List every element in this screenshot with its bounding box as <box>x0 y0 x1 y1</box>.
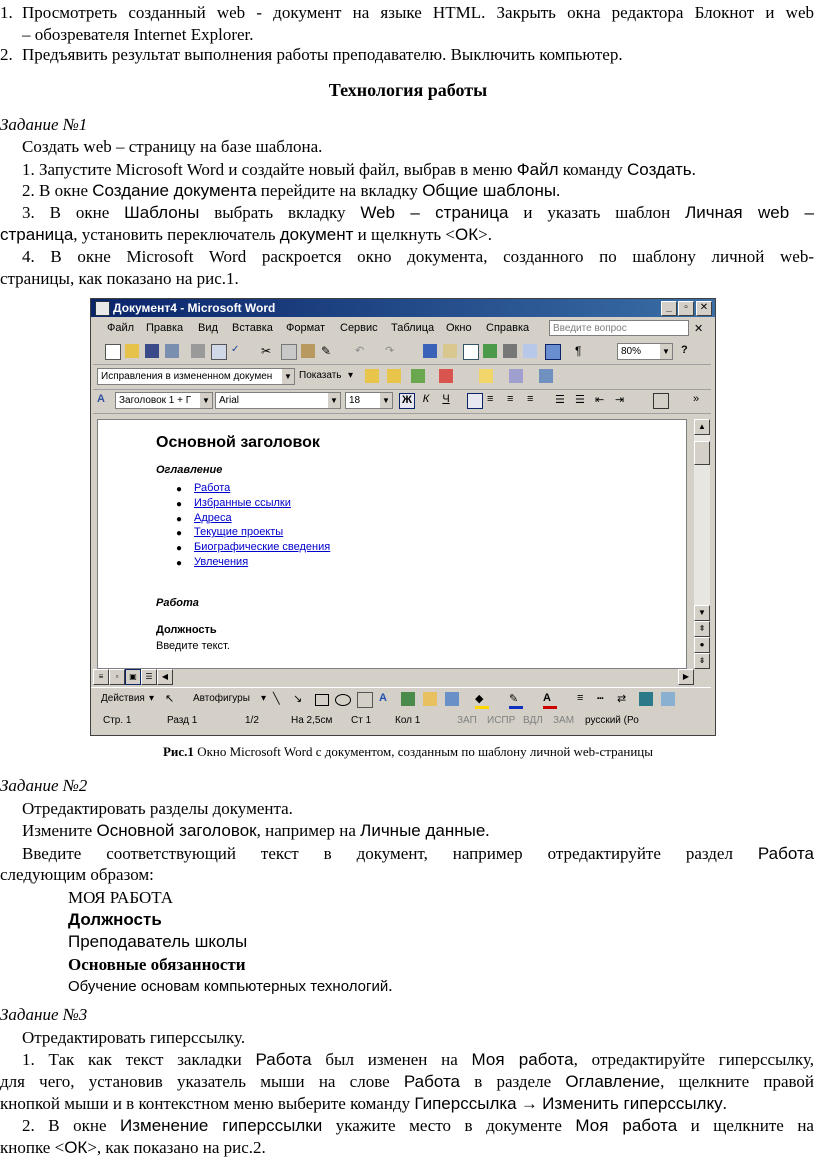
oval-icon[interactable] <box>335 694 351 706</box>
line-icon[interactable]: ╲ <box>273 693 280 705</box>
redo-icon[interactable]: ↷ <box>385 345 395 357</box>
bullet-icon: ● <box>176 484 183 495</box>
show-menu-button[interactable]: Показать <box>299 370 342 381</box>
fill-color-icon[interactable]: ◆ <box>475 692 489 709</box>
scroll-right-icon[interactable]: ▶ <box>678 669 694 685</box>
print-preview-icon[interactable] <box>211 344 227 360</box>
chevron-down-icon: ▼ <box>282 369 294 384</box>
chevron-down-icon: ▼ <box>200 393 212 408</box>
next-change-icon[interactable] <box>387 369 401 383</box>
arrow-icon[interactable]: ↘ <box>293 693 303 705</box>
ask-question-box[interactable]: Введите вопрос <box>549 320 689 336</box>
hyperlink-icon[interactable] <box>423 344 437 358</box>
menu-edit[interactable]: Правка <box>146 322 184 334</box>
chevron-down-icon[interactable]: ▾ <box>149 693 155 704</box>
document-area[interactable] <box>97 419 687 669</box>
doc-map-icon[interactable] <box>545 344 561 360</box>
bullet-icon: ● <box>176 514 183 525</box>
line-color-icon[interactable]: ✎ <box>509 692 523 709</box>
doc-section-work: Работа <box>156 597 199 609</box>
task1-step4-line2: страницы, как показано на рис.1. <box>0 269 239 288</box>
scroll-up-icon[interactable]: ▲ <box>694 419 710 435</box>
status-page: Стр. 1 <box>103 715 132 726</box>
maximize-button[interactable]: ▫ <box>678 301 694 316</box>
drawing-toolbar <box>91 687 711 710</box>
task1-step3-line1: 3. В окне Шаблоны выбрать вкладку Web – страница и указать шаблон Личная web – <box>22 203 814 222</box>
normal-view-icon[interactable]: ≡ <box>93 669 109 685</box>
status-overtype[interactable]: ЗАМ <box>553 715 575 726</box>
numbering-icon[interactable]: ☰ <box>555 394 565 406</box>
print-icon[interactable] <box>191 344 205 358</box>
menu-file[interactable]: Файл <box>107 322 135 334</box>
doc-position-label: Должность <box>156 624 217 636</box>
insert-picture-icon[interactable] <box>445 692 459 706</box>
line-style-icon[interactable]: ≡ <box>577 692 584 704</box>
save-icon[interactable] <box>145 344 159 358</box>
task2-title: Задание №2 <box>0 776 88 795</box>
next-page-icon[interactable]: ⇟ <box>694 653 710 669</box>
spelling-icon[interactable]: ✓ <box>231 344 240 355</box>
italic-button[interactable]: К <box>422 393 430 405</box>
font-color-icon[interactable]: A <box>543 692 557 709</box>
show-hide-icon[interactable]: ¶ <box>575 344 582 358</box>
sample-teacher: Преподаватель школы <box>68 932 248 951</box>
section-heading: Технология работы <box>328 80 488 100</box>
underline-button[interactable]: Ч <box>442 393 450 405</box>
vertical-scrollbar[interactable] <box>694 419 710 667</box>
doc-link-favorites[interactable]: Избранные ссылки <box>194 497 291 509</box>
task2-lead: Отредактировать разделы документа. <box>22 799 293 818</box>
format-painter-icon[interactable]: ✎ <box>321 344 332 358</box>
text-box-icon[interactable] <box>357 692 373 708</box>
word-window-screenshot <box>90 298 716 736</box>
sample-position: Должность <box>68 910 162 929</box>
chevron-down-icon: ▼ <box>328 393 340 408</box>
menu-help[interactable]: Справка <box>486 322 530 334</box>
menu-format[interactable]: Формат <box>286 322 326 334</box>
chevron-down-icon: ▼ <box>660 344 672 359</box>
intro-item-1-line1: Просмотреть созданный web - документ на языке HTML. Закрыть окна редактора Блокнот и web <box>22 3 814 22</box>
status-column: Кол 1 <box>395 715 421 726</box>
columns-icon[interactable] <box>503 344 517 358</box>
chevron-down-icon[interactable]: ▾ <box>261 693 267 704</box>
rectangle-icon[interactable] <box>315 694 329 706</box>
new-doc-icon[interactable] <box>105 344 121 360</box>
figure-caption: Рис.1 Окно Microsoft Word с документом, созданным по шаблону личной web-страницы <box>162 744 653 759</box>
drawing-icon[interactable] <box>523 344 537 358</box>
bullet-icon: ● <box>176 543 183 554</box>
shadow-icon[interactable] <box>639 692 653 706</box>
align-right-icon[interactable]: ≡ <box>507 393 514 405</box>
minimize-button[interactable]: _ <box>661 301 677 316</box>
status-track[interactable]: ИСПР <box>487 715 516 726</box>
task3-s2-line2: кнопке <ОК>, как показано на рис.2. <box>0 1138 266 1157</box>
previous-change-icon[interactable] <box>365 369 379 383</box>
task1-lead: Создать web – страницу на базе шаблона. <box>22 137 323 156</box>
scroll-left-icon[interactable]: ◀ <box>157 669 173 685</box>
task3-s1-line3: кнопкой мыши и в контекстном меню выберите команду Гиперссылка → Изменить гиперссылку. <box>0 1094 727 1113</box>
undo-icon[interactable]: ↶ <box>355 345 365 357</box>
doc-heading: Основной заголовок <box>156 434 320 451</box>
sample-my-work: МОЯ РАБОТА <box>68 888 174 907</box>
status-extend[interactable]: ВДЛ <box>523 715 543 726</box>
select-pointer-icon[interactable]: ↖ <box>165 693 175 705</box>
outline-view-icon[interactable]: ☰ <box>141 669 157 685</box>
task3-lead: Отредактировать гиперссылку. <box>22 1028 246 1047</box>
track-changes-icon[interactable] <box>509 369 523 383</box>
bullet-icon: ● <box>176 558 183 569</box>
help-icon[interactable]: ? <box>681 344 688 356</box>
status-language: русский (Ро <box>585 715 639 726</box>
status-bar <box>91 711 715 733</box>
style-select[interactable]: Заголовок 1 + Г ▼ <box>115 392 213 409</box>
status-line: Ст 1 <box>351 715 372 726</box>
reject-change-icon[interactable] <box>439 369 453 383</box>
chevron-down-icon: ▼ <box>380 393 392 408</box>
doc-link-bio[interactable]: Биографические сведения <box>194 541 331 553</box>
diagram-icon[interactable] <box>401 692 415 706</box>
status-section: Разд 1 <box>167 715 198 726</box>
bullet-icon: ● <box>176 528 183 539</box>
doc-placeholder-text: Введите текст. <box>156 640 230 652</box>
close-doc-icon[interactable]: ✕ <box>694 323 704 335</box>
task2-p1: Измените Основной заголовок, например на Личные данные. <box>22 821 490 840</box>
3d-icon[interactable] <box>661 692 675 706</box>
intro-item-2-text: Предъявить результат выполнения работы преподавателю. Выключить компьютер. <box>22 45 623 64</box>
task2-p2-line2: следующим образом: <box>0 865 154 884</box>
accept-change-icon[interactable] <box>411 369 425 383</box>
insert-table-icon[interactable] <box>463 344 479 360</box>
reviewing-pane-icon[interactable] <box>539 369 553 383</box>
task1-step1: 1. Запустите Microsoft Word и создайте новый файл, выбрав в меню Файл команду Создать. <box>22 160 696 179</box>
bullets-icon[interactable]: ☰ <box>575 394 585 406</box>
intro-item-2-num: 2. <box>0 45 13 64</box>
web-layout-icon[interactable]: ▫ <box>109 669 125 685</box>
close-button[interactable]: ✕ <box>696 301 712 316</box>
autoshapes-menu[interactable]: Автофигуры <box>193 693 250 704</box>
justify-icon[interactable]: ≡ <box>527 393 534 405</box>
sample-duties: Основные обязанности <box>68 955 246 974</box>
doc-link-work[interactable]: Работа <box>194 482 231 494</box>
sample-teaching: Обучение основам компьютерных технологий. <box>68 976 393 995</box>
word-app-icon <box>95 301 110 316</box>
browse-object-icon[interactable]: ● <box>694 637 710 653</box>
reviewing-toolbar <box>93 365 711 390</box>
permission-icon[interactable] <box>165 344 179 358</box>
decrease-indent-icon[interactable]: ⇤ <box>595 394 605 406</box>
cut-icon[interactable]: ✂ <box>261 344 272 358</box>
task1-title: Задание №1 <box>0 115 88 134</box>
open-folder-icon[interactable] <box>125 344 139 358</box>
task2-p2-line1: Введите соответствующий текст в документ, например отредактируйте раздел Работа <box>22 844 814 863</box>
dash-style-icon[interactable]: ┅ <box>597 693 604 705</box>
menu-window[interactable]: Окно <box>446 322 472 334</box>
copy-icon[interactable] <box>281 344 297 360</box>
title-bar <box>91 299 715 317</box>
paste-icon[interactable] <box>301 344 315 358</box>
bullet-icon: ● <box>176 499 183 510</box>
task1-step3-line2: страница, установить переключатель документ и щелкнуть <ОК>. <box>0 225 492 244</box>
doc-link-projects[interactable]: Текущие проекты <box>194 526 284 538</box>
font-select[interactable]: Arial ▼ <box>215 392 341 409</box>
print-layout-icon[interactable]: ▣ <box>125 669 141 685</box>
menu-bar <box>91 319 715 339</box>
scroll-down-icon[interactable]: ▼ <box>694 605 710 621</box>
chevron-down-icon[interactable]: ▾ <box>348 370 354 381</box>
task3-title: Задание №3 <box>0 1005 88 1024</box>
insert-comment-icon[interactable] <box>479 369 493 383</box>
zoom-select[interactable]: 80% ▼ <box>617 343 673 360</box>
scroll-thumb[interactable] <box>694 441 710 465</box>
menu-tools[interactable]: Сервис <box>340 322 378 334</box>
doc-link-addresses[interactable]: Адреса <box>194 512 232 524</box>
tables-borders-icon[interactable] <box>443 344 457 358</box>
menu-table[interactable]: Таблица <box>391 322 435 334</box>
task3-s1-line1: 1. Так как текст закладки Работа был изменен на Моя работа, отредактируйте гиперссылку, <box>22 1050 815 1069</box>
doc-link-hobbies[interactable]: Увлечения <box>194 556 249 568</box>
window-title: Документ4 - Microsoft Word <box>113 301 276 315</box>
status-rec[interactable]: ЗАП <box>457 715 477 726</box>
intro-item-1-line2: – обозревателя Internet Explorer. <box>22 25 254 44</box>
menu-insert[interactable]: Вставка <box>232 322 273 334</box>
status-at: На 2,5см <box>291 715 333 726</box>
wordart-icon[interactable]: A <box>379 692 387 704</box>
toolbar-options-icon[interactable]: » <box>693 393 700 405</box>
standard-toolbar <box>93 340 711 365</box>
styles-formatting-icon[interactable]: A <box>97 393 105 405</box>
clipart-icon[interactable] <box>423 692 437 706</box>
font-size-select[interactable]: 18 ▼ <box>345 392 393 409</box>
borders-icon[interactable] <box>653 393 669 409</box>
task3-s2-line1: 2. В окне Изменение гиперссылки укажите место в документе Моя работа и щелкните на <box>22 1116 814 1135</box>
status-pages: 1/2 <box>245 715 259 726</box>
arrow-style-icon[interactable]: ⇄ <box>617 693 627 705</box>
menu-view[interactable]: Вид <box>198 322 218 334</box>
task1-step2: 2. В окне Создание документа перейдите на вкладку Общие шаблоны. <box>22 181 561 200</box>
task3-s1-line2: для чего, установив указатель мыши на слове Работа в разделе Оглавление, щелкните правой <box>0 1072 814 1091</box>
formatting-toolbar <box>93 389 711 414</box>
intro-item-1-num: 1. <box>0 3 13 22</box>
insert-excel-icon[interactable] <box>483 344 497 358</box>
previous-page-icon[interactable]: ⇞ <box>694 621 710 637</box>
align-left-icon[interactable] <box>467 393 483 409</box>
track-changes-select[interactable]: Исправления в измененном докумен ▼ <box>97 368 295 385</box>
increase-indent-icon[interactable]: ⇥ <box>615 394 625 406</box>
horizontal-scrollbar[interactable] <box>91 669 711 685</box>
task1-step4-line1: 4. В окне Microsoft Word раскроется окно документа, созданного по шаблону личной web- <box>22 247 814 266</box>
doc-toc-title: Оглавление <box>156 464 223 476</box>
draw-actions-menu[interactable]: Действия <box>101 693 145 704</box>
bold-button[interactable]: Ж <box>399 393 415 409</box>
align-center-icon[interactable]: ≡ <box>487 393 494 405</box>
